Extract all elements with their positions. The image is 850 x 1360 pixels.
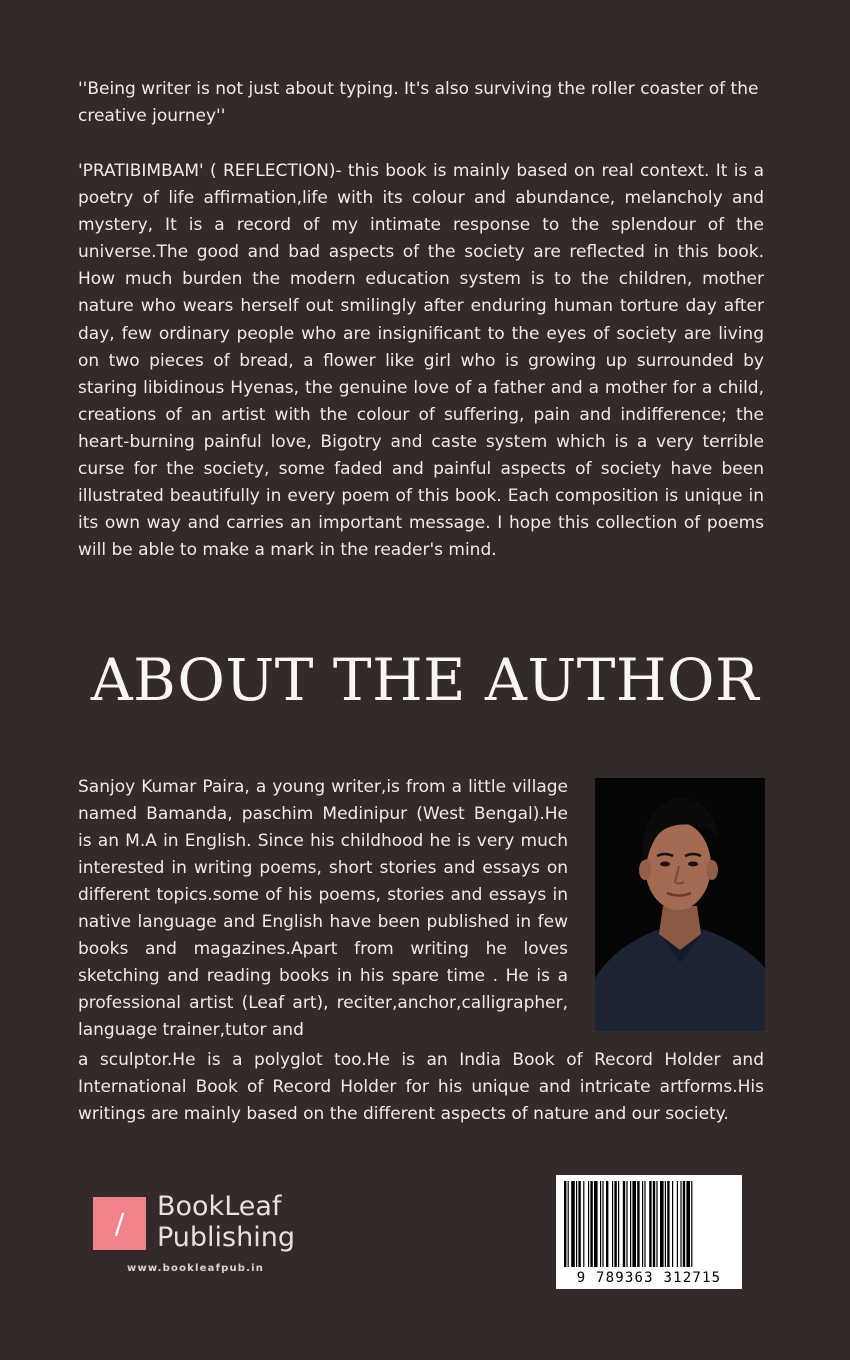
isbn-barcode xyxy=(556,1175,742,1289)
logo-mark-glyph: / xyxy=(114,1207,125,1240)
barcode-bar xyxy=(594,1181,598,1267)
barcode-bar xyxy=(614,1181,616,1267)
publisher-name-line2: Publishing xyxy=(157,1222,295,1253)
barcode-bar xyxy=(672,1181,673,1267)
about-author-heading: ABOUT THE AUTHOR xyxy=(90,646,760,714)
barcode-bar xyxy=(649,1181,651,1267)
barcode-bar xyxy=(637,1181,639,1267)
barcode-bar xyxy=(686,1181,690,1267)
barcode-bar xyxy=(691,1181,692,1267)
author-bio-wrapped: Sanjoy Kumar Paira, a young writer,is from a little village named Bamanda, paschim Medinipur (West Bengal).He is an M.A in English. Since his childhood he is very much interested in writing poems, short stories and essays on different topics.some of his poems, stories and essays in native language and English have been published in few books and magazines.Apart from writing he loves sketching and reading books in his spare time . He is a professional artist (Leaf art), reciter,anchor,calligrapher, language trainer,tutor and xyxy=(78,777,568,1040)
barcode-bar xyxy=(578,1181,580,1267)
barcode-bar xyxy=(677,1181,678,1267)
barcode-bar xyxy=(583,1181,584,1267)
publisher-url: www.bookleafpub.in xyxy=(127,1263,265,1274)
publisher-logo xyxy=(93,1191,295,1285)
barcode-bar xyxy=(665,1181,666,1267)
barcode-bar xyxy=(576,1181,577,1267)
barcode-bar xyxy=(626,1181,627,1267)
barcode-bar xyxy=(602,1181,603,1267)
barcode-bar xyxy=(600,1181,601,1267)
barcode-bar xyxy=(667,1181,669,1267)
barcode-bar xyxy=(630,1181,631,1267)
bookleaf-mark-icon xyxy=(93,1197,146,1250)
barcode-bar xyxy=(656,1181,657,1267)
barcode-bar xyxy=(653,1181,655,1267)
back-cover-quote: ''Being writer is not just about typing. It's also surviving the roller coaster of the creative journey'' xyxy=(78,79,759,126)
barcode-bar xyxy=(683,1181,685,1267)
barcode-bar xyxy=(564,1181,566,1267)
barcode-bar xyxy=(660,1181,664,1267)
author-portrait-illustration xyxy=(595,778,765,1031)
isbn-digits: 9 789363 312715 xyxy=(576,1270,722,1286)
barcode-bar xyxy=(680,1181,681,1267)
barcode-bar xyxy=(623,1181,625,1267)
publisher-name-line1: BookLeaf xyxy=(157,1191,282,1222)
barcode-bar xyxy=(632,1181,636,1267)
author-photo xyxy=(595,778,765,1031)
book-description: 'PRATIBIMBAM' ( REFLECTION)- this book is mainly based on real context. It is a poetry of life affirmation,life with its colour and abundance, melancholy and mystery, It is a record of my intimate response to the splendour of the universe.The good and bad aspects of the society are reflected in this book. How much burden the modern education system is to the children, mother nature who wears herself out smilingly after enduring human torture day after day, few ordinary people who are insignificant to the eyes of society are living on two pieces of bread, a flower like girl who is growing up surrounded by staring libidinous Hyenas, the genuine love of a father and a mother for a child, creations of an artist with the colour of suffering, pain and indifference; the heart-burning painful love, Bigotry and caste system which is a very terrible curse for the society, some faded and painful aspects of society have been illustrated beautifully in every poem of this book. Each composition is unique in its own way and carries an important message. I hope this collection of poems will be able to make a mark in the reader's mind. xyxy=(78,161,764,561)
barcode-bar xyxy=(568,1181,569,1267)
barcode-bar xyxy=(606,1181,608,1267)
barcode-bar xyxy=(612,1181,613,1267)
barcode-bar xyxy=(588,1181,589,1267)
barcode-bar xyxy=(571,1181,575,1267)
barcode-bar xyxy=(644,1181,645,1267)
barcode-bar xyxy=(590,1181,592,1267)
barcode-bar xyxy=(642,1181,643,1267)
author-bio-full-width: a sculptor.He is a polyglot too.He is an India Book of Record Holder and International Book of Record Holder for his unique and intricate artforms.His writings are mainly based on the different aspects of nature and our society. xyxy=(78,1050,764,1124)
barcode-bars xyxy=(556,1175,742,1271)
barcode-bar xyxy=(618,1181,619,1267)
